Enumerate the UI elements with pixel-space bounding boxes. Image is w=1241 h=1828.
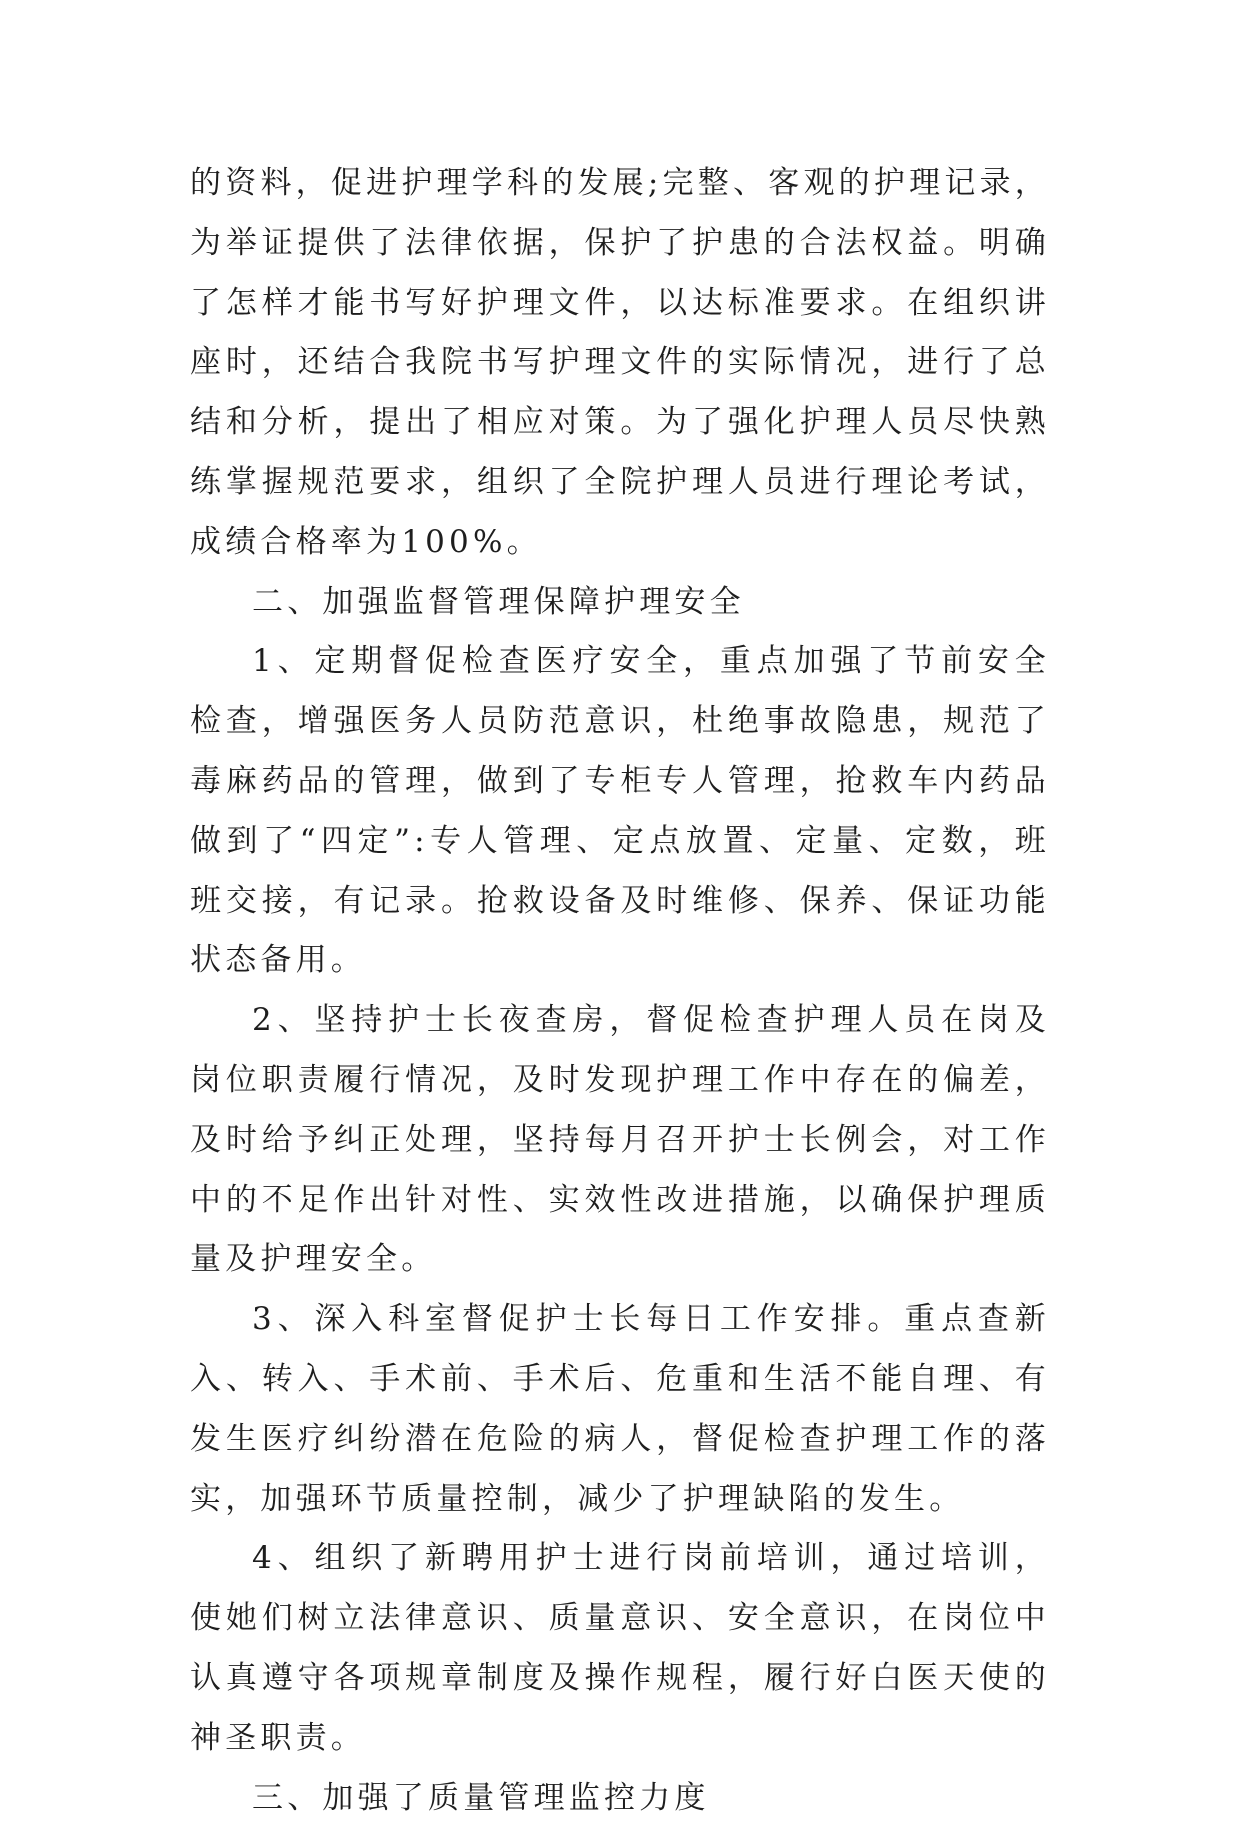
paragraph-item-3: 3、深入科室督促护士长每日工作安排。重点查新入、转入、手术前、手术后、危重和生活不能自理、有发生医疗纠纷潜在危险的病人，督促检查护理工作的落实，加强环节质量控制，减少了护理缺陷的发生。 [190,1301,1050,1517]
paragraph-continuation: 的资料，促进护理学科的发展;完整、客观的护理记录，为举证提供了法律依据，保护了护患的合法权益。明确了怎样才能书写好护理文件，以达标准要求。在组织讲座时，还结合我院书写护理文件的实际情况，进行了总结和分析，提出了相应对策。为了强化护理人员尽快熟练掌握规范要求，组织了全院护理人员进行理论考试，成绩合格率为100%。 [190,165,1050,560]
paragraph-item-2: 2、坚持护士长夜查房，督促检查护理人员在岗及岗位职责履行情况，及时发现护理工作中存在的偏差，及时给予纠正处理，坚持每月召开护士长例会，对工作中的不足作出针对性、实效性改进措施，以确保护理质量及护理安全。 [190,1002,1050,1278]
paragraph-item-4: 4、组织了新聘用护士进行岗前培训，通过培训，使她们树立法律意识、质量意识、安全意识，在岗位中认真遵守各项规章制度及操作规程，履行好白医天使的神圣职责。 [190,1540,1050,1756]
section-heading-supervision: 二、加强监督管理保障护理安全 [252,583,745,620]
document-page [190,154,1050,1828]
section-heading-quality: 三、加强了质量管理监控力度 [252,1779,710,1816]
paragraph-item-1: 1、定期督促检查医疗安全，重点加强了节前安全检查，增强医务人员防范意识，杜绝事故隐患，规范了毒麻药品的管理，做到了专柜专人管理，抢救车内药品做到了“四定”:专人管理、定点放置、定量、定数，班班交接，有记录。抢救设备及时维修、保养、保证功能状态备用。 [190,643,1050,979]
